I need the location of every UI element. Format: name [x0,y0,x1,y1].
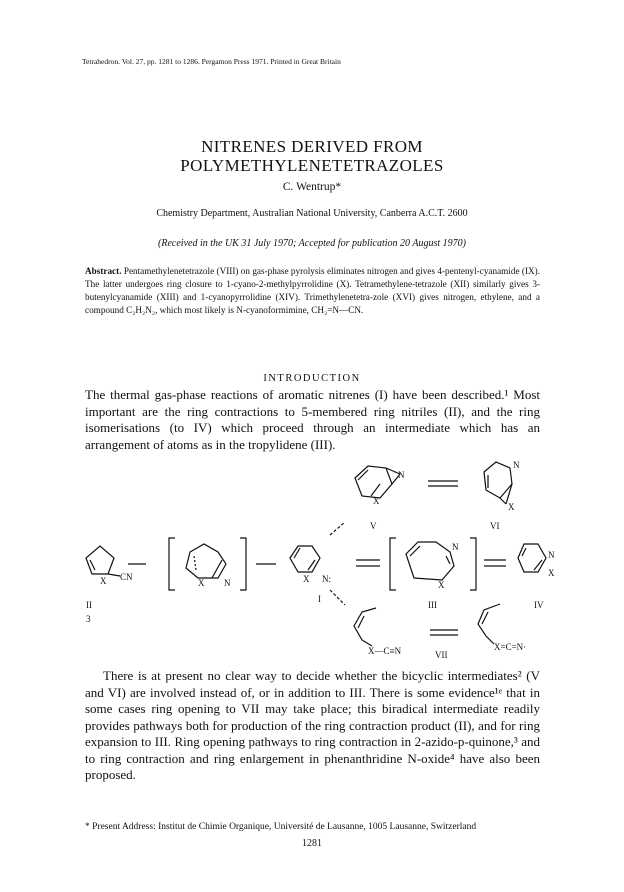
label-IV: IV [534,600,544,610]
structure-III [406,542,454,580]
atom-X-bracket: X [198,578,205,588]
atom-N-bracket: N [224,578,231,588]
structure-V [355,466,400,498]
atom-CN-II: CN [120,572,133,582]
paragraph-2: There is at present no clear way to decide whether the bicyclic intermediates² (V and VI) are involved instead of, or in addition to III. There is some evidence¹ᵉ that in some cases ring opening to VII may take place; this biradical intermediate readily provides pathways both for production of the ring contraction product (II), and for ring expansion to III. Ring opening pathways to ring contraction in 2-azido-p-quinone,³ and to ring contraction and ring enlargement in phenanthridine N-oxide⁴ have also been proposed. [85,668,540,782]
abstract-text: Pentamethylenetetrazole (VIII) on gas-phase pyrolysis eliminates nitrogen and gives 4-pentenyl-cyanamide (IX). The latter undergoes ring closure to 1-cyano-2-methylpyrrolidine (X). Tetramethylene-tetrazole (XII) similarly gives 3-butenylcyanamide (XIII) and 1-cyanopyrrolidine (XIV). Trimethylenetetra-zole (XVI) gives nitrogen, ethylene, and a compound C₂H₂N₂, which most likely is N-cyanoformimine, CH₂=N—CN. [85,266,540,315]
abstract-label: Abstract. [85,266,122,276]
atom-X-III: X [438,580,445,590]
group-XCN-b: X=C=N· [494,642,527,652]
structure-VI [484,462,512,504]
atom-X-VI: X [508,502,515,512]
abstract [85,265,540,317]
group-XCN-a: X—C≡N [368,646,402,656]
section-heading: INTRODUCTION [263,373,361,384]
author-name: C. Wentrup* [282,181,342,193]
reaction-scheme [0,440,624,665]
footnote: * Present Address: Institut de Chimie Organique, Université de Lausanne, 1005 Lausanne, Switzerland [85,822,477,832]
page-number: 1281 [302,838,322,849]
structure-VII-b [478,604,500,644]
atom-X-IV: X [548,568,555,578]
title-line-1: NITRENES DERIVED FROM [201,137,423,156]
structure-IV [518,544,546,572]
atom-N-III: N [452,542,459,552]
structure-bicyclic-bracket [186,544,226,578]
journal-header: Tetrahedron. Vol. 27, pp. 1281 to 1286. Pergamon Press 1971. Printed in Great Britain [82,57,341,66]
label-V: V [370,521,377,531]
received-dates: (Received in the UK 31 July 1970; Accepted for publication 20 August 1970) [158,238,466,249]
label-III: III [428,600,437,610]
intro-paragraph: The thermal gas-phase reactions of aromatic nitrenes (I) have been described.¹ Most important are the ring contractions to 5-membered ring nitriles (II), and the ring isomerisations (to IV) which proceed through an intermediate which has an arrangement of atoms as in the tropylidene (III). [85,387,540,452]
label-VI: VI [490,521,500,531]
atom-N-IV: N [548,550,555,560]
title-line-2: POLYMETHYLENETETRAZOLES [180,156,444,175]
structure-I [290,546,320,572]
atom-N-I: N: [322,574,331,584]
label-VII: VII [435,650,448,660]
atom-X-V: X [373,496,380,506]
atom-N-VI: N [513,460,520,470]
atom-X-I: X [303,574,310,584]
atom-X-II: X [100,576,107,586]
label-I: I [318,594,321,604]
atom-N-V: N [398,470,405,480]
structure-II [86,546,120,576]
structure-VII-a [354,608,376,646]
author-affiliation: Chemistry Department, Australian National University, Canberra A.C.T. 2600 [156,208,468,219]
label-3: 3 [86,614,91,624]
label-II: II [86,600,92,610]
